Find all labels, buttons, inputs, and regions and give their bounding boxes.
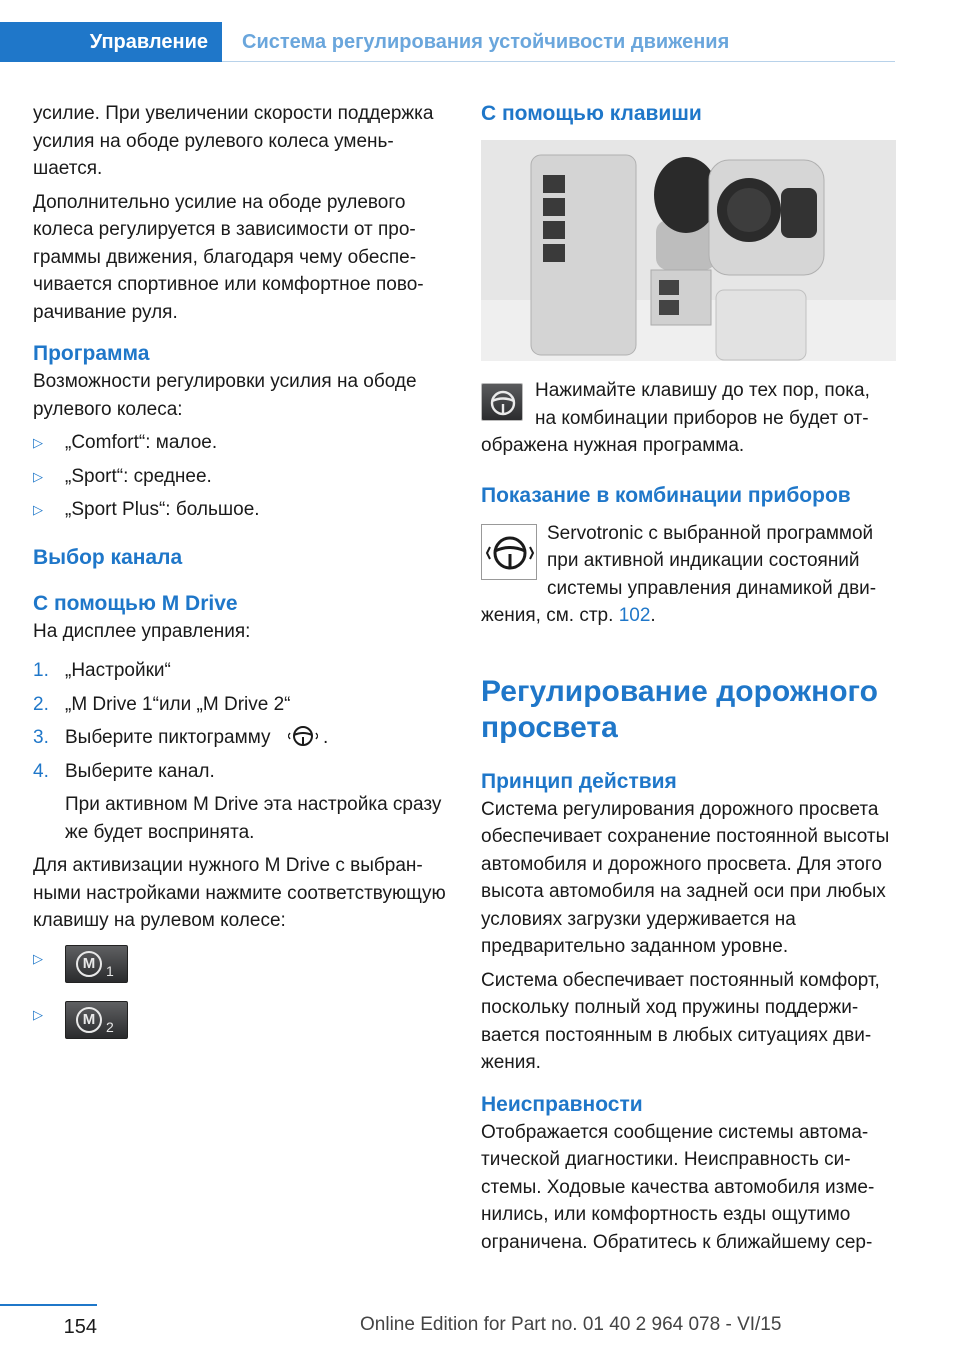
list-item-text: „Sport“: среднее. — [65, 465, 212, 487]
servotronic-button-icon — [481, 383, 523, 421]
paragraph: Отображается сообщение системы автоматической диагностики. Неисправность системы. Ходовые качества автомобиля изменились, или комфортность езды ощутимо ограничена. Обратитесь к ближайшему сер- — [481, 1121, 875, 1253]
step-text: Выберите пиктограмму — [65, 727, 271, 748]
step-number: 2. — [33, 693, 49, 715]
paragraph: усилие. При увеличении скорости поддержка усилия на ободе рулевого колеса уменьшается. — [33, 103, 434, 179]
heading-program: Программа — [33, 342, 150, 365]
heading-key: С помощью клавиши — [481, 102, 702, 125]
m2-sub: 2 — [106, 1018, 114, 1035]
m1-sub: 1 — [106, 962, 114, 979]
step-text-suffix: . — [323, 727, 329, 748]
key-instruction — [481, 377, 896, 460]
center-console-photo — [481, 140, 896, 361]
step-text: „Настройки“ — [65, 660, 171, 681]
right-column — [481, 100, 896, 1262]
list-item-text: „Comfort“: малое. — [65, 432, 218, 453]
triangle-bullet-icon: ▷ — [33, 502, 43, 517]
page-header — [0, 22, 895, 62]
heading-clearance: Регулирование дорожного просвета — [481, 674, 878, 744]
cluster-description — [481, 520, 896, 630]
header-divider — [222, 61, 895, 62]
steering-wheel-icon — [288, 725, 318, 747]
heading-faults: Неисправности — [481, 1092, 643, 1116]
paragraph: Система регулирования дорожного просвета обеспечивает сохранение постоянной высоты автомобиля и дорожного просвета. Для этого высота автомобиля на задней оси при любых условиях загрузки удерживается на предварительно заданном уровне. — [481, 798, 890, 957]
triangle-bullet-icon: ▷ — [33, 950, 43, 966]
section-title[interactable]: Система регулирования устойчивости движения — [242, 31, 730, 53]
triangle-bullet-icon: ▷ — [33, 435, 43, 450]
list-item-text: „Sport Plus“: большое. — [65, 499, 260, 520]
list-item — [33, 429, 453, 463]
steering-wheel-icon — [482, 384, 524, 422]
paragraph: Дополнительно усилие на ободе рулевого колеса регулируется в зависимости от программы движения, благодаря чему обеспечивается спортивное или комфортное поворачивание руля. — [33, 191, 424, 323]
step-number: 1. — [33, 660, 49, 681]
m1-letter: M — [76, 951, 102, 977]
list-item — [33, 945, 453, 995]
step-number: 4. — [33, 760, 49, 782]
step-item — [33, 724, 453, 758]
heading-mdrive: С помощью M Drive — [33, 591, 238, 615]
m2-letter: M — [76, 1007, 102, 1033]
paragraph: Нажимайте клавишу до тех пор, пока, на комбинации приборов не будет отображена нужная программа. — [481, 380, 870, 456]
paragraph: Возможности регулировки усилия на ободе рулевого колеса: — [33, 371, 417, 420]
list-item — [33, 463, 453, 497]
paragraph: Servotronic с выбранной программой при активной индикации состояний системы управления динамикой движения, см. стр. — [481, 522, 877, 626]
edition-note: Online Edition for Part no. 01 40 2 964 078 - VI/15 — [360, 1314, 782, 1335]
list-item — [33, 1001, 453, 1051]
page-link[interactable]: 102 — [618, 605, 651, 626]
paragraph: Система обеспечивает постоянный комфорт, поскольку полный ход пружины поддерживается постоянным в любых ситуациях движения. — [481, 969, 880, 1073]
list-item — [33, 496, 453, 530]
paragraph-end: . — [650, 605, 656, 626]
left-column — [33, 100, 453, 1051]
triangle-bullet-icon: ▷ — [33, 1006, 43, 1022]
triangle-bullet-icon: ▷ — [33, 468, 43, 484]
steering-wheel-icon — [482, 525, 538, 581]
m1-button-icon — [65, 945, 128, 983]
step-text: „M Drive 1“или „M Drive 2“ — [65, 693, 291, 715]
step-item — [33, 691, 453, 725]
footer-divider — [0, 1304, 97, 1306]
heading-cluster: Показание в комбинации приборов — [481, 483, 851, 507]
step-note: При активном M Drive эта настройка сразу же будет воспринята. — [65, 794, 442, 843]
paragraph: Для активизации нужного M Drive с выбранными настройками нажмите соответствующую клавишу на рулевом колесе: — [33, 855, 446, 931]
heading-principle: Принцип действия — [481, 769, 677, 793]
paragraph: На дисплее управления: — [33, 620, 251, 642]
step-text: Выберите канал. — [65, 760, 215, 782]
step-item — [33, 657, 453, 691]
heading-channel: Выбор канала — [33, 545, 183, 569]
page-number: 154 — [63, 1316, 97, 1338]
m2-button-icon — [65, 1001, 128, 1039]
step-item — [33, 758, 453, 792]
step-number: 3. — [33, 727, 49, 748]
servotronic-indicator-icon — [481, 524, 537, 580]
chapter-tab[interactable]: Управление — [0, 22, 222, 62]
